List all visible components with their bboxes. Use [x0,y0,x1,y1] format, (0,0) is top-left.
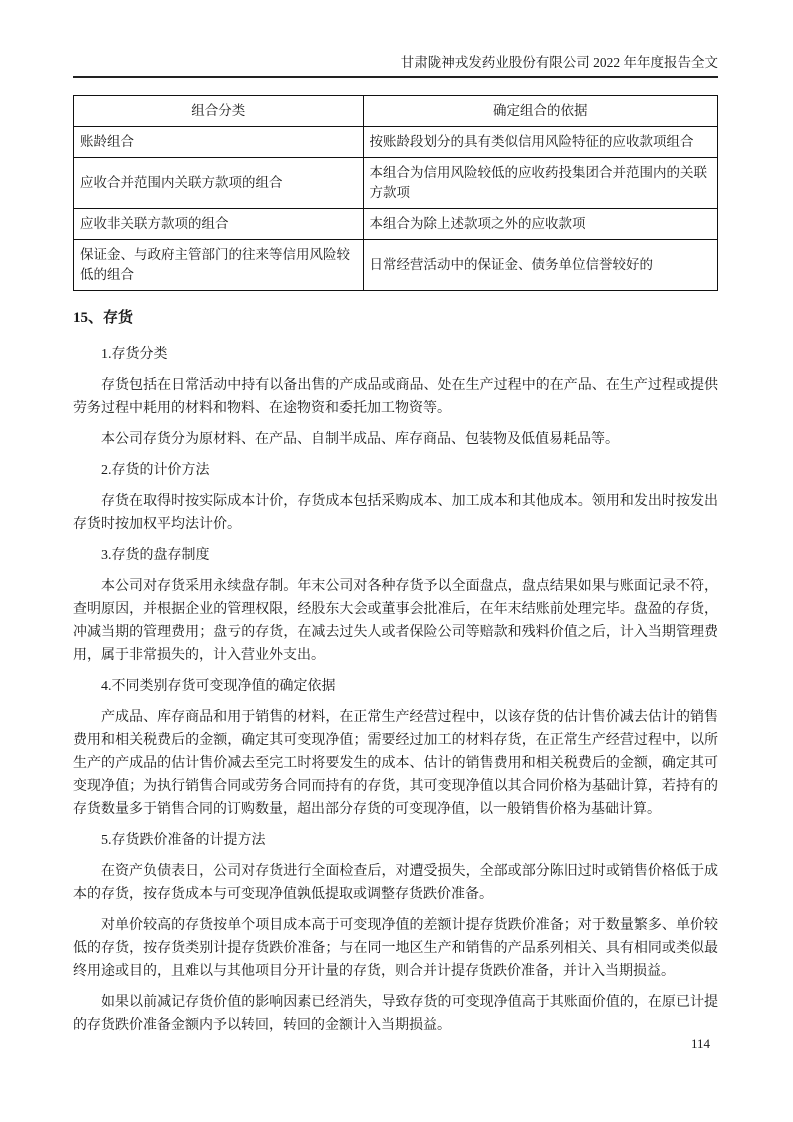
table-cell: 账龄组合 [74,127,364,158]
document-header-title: 甘肃陇神戎发药业股份有限公司 2022 年年度报告全文 [400,55,718,70]
sub-heading-5: 5.存货跌价准备的计提方法 [101,833,266,848]
document-header [73,54,718,78]
sub-heading-1: 1.存货分类 [101,347,168,362]
table-header-row [74,96,718,127]
paragraph: 存货包括在日常活动中持有以备出售的产成品或商品、处在生产过程中的在产品、在生产过程或提供劳务过程中耗用的材料和物料、在途物资和委托加工物资等。 [73,378,718,416]
sub-heading-2: 2.存货的计价方法 [101,463,210,478]
table-cell: 日常经营活动中的保证金、债务单位信誉较好的 [363,240,717,291]
page-number: 114 [690,1036,710,1051]
table-row [74,127,718,158]
paragraph: 在资产负债表日，公司对存货进行全面检查后，对遭受损失，全部或部分陈旧过时或销售价格低于成本的存货，按存货成本与可变现净值孰低提取或调整存货跌价准备。 [73,864,718,902]
table-header-cell: 组合分类 [74,96,364,127]
section-heading: 15、存货 [73,310,134,326]
table-header-cell: 确定组合的依据 [363,96,717,127]
paragraph: 本公司存货分为原材料、在产品、自制半成品、库存商品、包装物及低值易耗品等。 [101,432,619,447]
paragraph: 对单价较高的存货按单个项目成本高于可变现净值的差额计提存货跌价准备；对于数量繁多、单价较低的存货，按存货类别计提存货跌价准备；与在同一地区生产和销售的产品系列相关、具有相同或类似最终用途或目的，且难以与其他项目分开计量的存货，则合并计提存货跌价准备，并计入当期损益。 [73,918,718,979]
sub-heading-4: 4.不同类别存货可变现净值的确定依据 [101,679,336,694]
table-cell: 按账龄段划分的具有类似信用风险特征的应收款项组合 [363,127,717,158]
paragraph: 如果以前减记存货价值的影响因素已经消失，导致存货的可变现净值高于其账面价值的，在原已计提的存货跌价准备金额内予以转回，转回的金额计入当期损益。 [73,995,718,1033]
table-row [74,209,718,240]
paragraph: 产成品、库存商品和用于销售的材料，在正常生产经营过程中，以该存货的估计售价减去估计的销售费用和相关税费后的金额，确定其可变现净值；需要经过加工的材料存货，在正常生产经营过程中，以所生产的产成品的估计售价减去至完工时将要发生的成本、估计的销售费用和相关税费后的金额，确定其可变现净值；为执行销售合同或劳务合同而持有的存货，其可变现净值以其合同价格为基础计算，若持有的存货数量多于销售合同的订购数量，超出部分存货的可变现净值，以一般销售价格为基础计算。 [73,710,718,817]
table-row [74,240,718,291]
table-cell: 应收非关联方款项的组合 [74,209,364,240]
paragraph: 存货在取得时按实际成本计价，存货成本包括采购成本、加工成本和其他成本。领用和发出时按发出存货时按加权平均法计价。 [73,494,718,532]
table-row [74,158,718,209]
table-cell: 本组合为除上述款项之外的应收款项 [363,209,717,240]
paragraph: 本公司对存货采用永续盘存制。年末公司对各种存货予以全面盘点，盘点结果如果与账面记录不符，查明原因，并根据企业的管理权限，经股东大会或董事会批准后，在年末结账前处理完毕。盘盈的存货，冲减当期的管理费用；盘亏的存货，在减去过失人或者保险公司等赔款和残料价值之后，计入当期管理费用，属于非常损失的，计入营业外支出。 [73,579,718,663]
inventory-section [73,306,718,1045]
table-cell: 保证金、与政府主管部门的往来等信用风险较低的组合 [74,240,364,291]
table-cell: 本组合为信用风险较低的应收药投集团合并范围内的关联方款项 [363,158,717,209]
portfolio-classification-table [73,95,718,291]
table-cell: 应收合并范围内关联方款项的组合 [74,158,364,209]
sub-heading-3: 3.存货的盘存制度 [101,548,210,563]
